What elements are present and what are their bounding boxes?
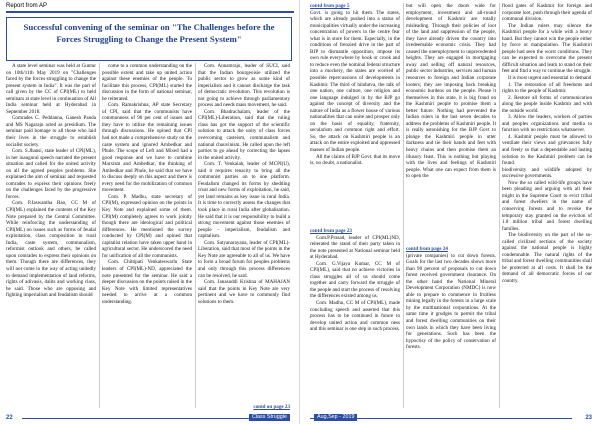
continued-label: contd on page 23 bbox=[253, 404, 290, 410]
paragraph: Com. T. Venkaiah, leader of MCPI(U), said it requires tenacity to bring all the communist parties on to one platform. Feudalism changed its forms by shedding crust and new forms of exploitation, he said, yet land remains as key issue in rural India. It is time to correctly assess the changes that took place in rural India after globalisation. He said that it is our responsibility to build a strong movement against those enemies of people - imperialism, feudalism and capitalism. bbox=[198, 161, 290, 240]
column-divider bbox=[403, 3, 404, 408]
page-number: 22 bbox=[6, 415, 13, 421]
paragraph: biodiversity and wildlife adopted by successive governments. bbox=[502, 166, 592, 180]
right-column-1b bbox=[310, 228, 400, 410]
right-column-2b bbox=[406, 246, 496, 410]
left-column-2 bbox=[102, 63, 192, 408]
continued-link[interactable] bbox=[198, 404, 290, 412]
paragraph: Com.P.Prasad, leader of CPI(ML)ND, reiterated the stand of their party taken in the note presented at National seminar held at Hyderabad. bbox=[310, 234, 400, 261]
list-item: 4. Kashmir people must be allowed to ventilate their views and grievances fully and freely so that a dependable and lasting solution to the Kashmiri problem can be found. bbox=[502, 133, 592, 167]
paragraph: Now the so called wild-life groups have been pleading and arguing with all their might in the Supreme Court to evict tribal and forest dwellers in the name of conserving forests and to revoke the temporary stay granted on the eviction of 1.8 million tribal and forest dwelling families. bbox=[502, 179, 592, 232]
paragraph: Com. G.Vijaya Kumar, CC M of CPI(ML), said that no achieve victories in class struggles all of us should come together and carry forward the struggle of the people and start the process of resolving the differences existed among us. bbox=[310, 260, 400, 300]
paragraph: Com. S.Jhansi, state leader of CPI(ML), in her inaugural speech narrated the present situation and called for the united activity on all the agreed peoples problems. She explained the aim of seminar and requested comrades to express their opinions freely on the challenges faced by the progressive forces. bbox=[6, 148, 96, 200]
continued-from-label[interactable]: contd from page 24 bbox=[406, 246, 448, 252]
paragraph: come to a common understanding on the possible extent and take up united action against these enemies of the people. To facilitate this process, CPI(ML) started the discussion in the form of national seminar, he reiterated. bbox=[102, 63, 192, 102]
list-item: 2. Restore all forms of communication along the people inside Kashmir and with the outside world. bbox=[502, 94, 592, 114]
paragraph: The biodiversity on the part of the so-called civilized sections of the society against the national people is highly condemnable. The natural rights of the tribal and forest dwelling communities shall be protected at all costs. It shall be the demand of all democratic forces of our country. bbox=[502, 232, 592, 284]
list-item: 1. The restoration of all freedoms and rights to the people of Kashmir. bbox=[502, 81, 592, 95]
right-page bbox=[300, 0, 600, 424]
article-title: Successful convening of the seminar on "The Challenges before the Forces Struggling to Change the Present System" bbox=[23, 22, 275, 44]
right-column-1 bbox=[310, 3, 400, 228]
continued-from-label[interactable]: contd from page 23 bbox=[310, 228, 352, 234]
paragraph: (private companies) to cut down forests. Goals for the last two decades shows more than 90 percent of proposals to cut down forest received government clearance. On the other hand the National Mineral Development Corporation (NMDC) is now able to prepare to commence in fruitless mining legally in the forests in a large scale by the multinational corporations. At the same time it grudges to permit the tribal and forest dwelling communities on their own lands in which they have been living for generations. Such has been the hypocrisy of the policy of conservation of forests. bbox=[406, 252, 496, 351]
left-column-1 bbox=[6, 63, 96, 408]
paragraph: A state level seminar was held at Guntur on 10th/11th May 2019 on "Challenges faced by the forces struggling to change the present system in India". It was the part of call given by the CC of CPI(ML) to held seminars at state level in continuation of All India seminar held at Hyderabad in September 2018. bbox=[6, 63, 96, 115]
right-column-3 bbox=[502, 3, 592, 411]
paragraph: Com. Ramakrishna, AP state Secretary of CPI, said that the communists have commonness of 90 per cent of issues and they have to utilize the remaining issues through discussions. He opined that CPI had not made a comprehensive study on the caste system and ignored Ambedkar and Phule. The scope of Left and Mixed had a good response and we have to combine Marxism and Ambedkar, the thinking of Ambedkar and Phule, he said that we have to discuss deeply on this aspect and there is every need for the mobilization of common movement. bbox=[102, 102, 192, 194]
column-divider bbox=[99, 63, 100, 408]
paragraph: Govt. is going to hit them. The states, which are already pushed into a status of municipalities virtually under the increasing concentration of powers in the centre fear what is in store for them. Especially, in the conditions of frenzied drive in the part of BJP to dismantle opposition, impose its own rule everywhere by hook or crook and to reduce even the nominal federal structure into a mockery, the states are worried of possible repercussions of developments in Kashmir. The third of hindutva, the talk of one nation, one culture, one religion and one language indulged in by the BJP go against the concept of diversity and the nature of India as a flower house of various nationalities that can unite and prosper only on the basis of equality, fraternity, secularism and common right and effort. So, the attack on Kashmiri people is an attack on the entire exploited and oppressed masses of Indian people. bbox=[310, 9, 400, 154]
column-divider bbox=[195, 63, 196, 408]
header-rule bbox=[6, 11, 294, 13]
paragraph: Comrades C. Peddanna, Ganesh Panda and MS Nagaraju acted as presidium. The seminar paid homage to all those who laid their lives in the struggle to establish socialist society. bbox=[6, 115, 96, 148]
left-column-3 bbox=[198, 63, 290, 403]
paragraph: Com. Chittipati Venkateswarlu State leaders of CPI(ML)-ND, appreciated the note presented for the seminar. He said a deeper discussion on the points raised in the Key Note with limited representatives needed to arrive at a common understanding. bbox=[102, 259, 192, 305]
paragraph: It is most urgent and essential to demand bbox=[508, 75, 592, 82]
column-divider bbox=[499, 3, 500, 408]
page-number: 23 bbox=[585, 415, 592, 421]
paragraph: Com. P. Madhu, state secretary of CPI(M), expressed opinion on the points in Key Note and explained some of them. CPI(M) completely agrees to work jointly though there are ideological and political differences. He mentioned the survey conducted by CPI(M) and opined that capitalist relation have taken upper hand in agricultural sector. He underscored the need for unification of all the communists. bbox=[102, 193, 192, 259]
paragraph: The Indian rulers may silence the Kashmiri people for a while with a heavy hand. But they cannot win the people either by force or manipulation. The Kashmiri people had seen the worst conditions. They can be expected to overcome the present difficult situation and learn to stand on their feet and find a way to continue the struggle. bbox=[502, 22, 592, 75]
paragraph: Com. P.Jaswantha Rao, CC M of CPI(ML) explained the contents of the Key Note prepared by the Central Committee. While reinforcing the understanding of CPI(ML) on issues such as forms of feudal exploitation, class composition in rural India, caste system, communalism, reformist outlook and others, he called upon comrades to express their opinions on them. Though there are differences, they will not come in the way of acting unitedly to demand implementation of land reforms, rights of adivasis, dalits and working class, he said. Those who are opposing and fighting imperialism and feudalism should bbox=[6, 200, 96, 299]
list-item: 3. Allow the leaders, workers of parties and peoples organizations and media to function with no restrictions whatsoever. bbox=[502, 114, 592, 134]
issue-date: Aug,Sep - 2019 bbox=[314, 414, 357, 421]
paragraph: Com. Janasuddi Krishna of MAHAJAN said that the points in Key Note are very pertinent and we have to commonly find solutions to them. bbox=[198, 279, 290, 305]
paragraph: Com. Bhadrachalam, leader of the CPI(ML)-Liberation, said that the ruling class has got the support of the scientific solution to attack the unity of class forces overcoming casteism, communalism and national chauvinism. He called upon the left parties to go ahead by correcting the lapses in the united activity. bbox=[198, 108, 290, 161]
report-label: Report from AP bbox=[6, 3, 48, 9]
paragraph: All the claims of BJP Govt. that its move is, no doubt, a nationalist. bbox=[310, 153, 400, 167]
article-title-box bbox=[6, 17, 292, 61]
continued-from-label[interactable]: contd from page 5 bbox=[310, 3, 350, 9]
paragraph: Com. Annamraju, leader of SUCI, said that the Indian bourgeoisie utilized the public sector to grow as some kind of imperialists and it cannot discharge the task of democratic revolution. This revolution is not going to achieve through parliamentary process and needs mass movement, he said. bbox=[198, 63, 290, 109]
paragraph: but will open the doors wide for employment, investment and all-round development of Kashmir are totally misleading. Through their policies of loot of the land and suppression of the people, they have already driven the country into irredeemable economic crisis. They had caused the unemployment to unprecedented heights. They are engaged in mortgaging away and selling off natural resources, public sector industries, services and human resources to foreign and Indian corporate looters; they are imposing back breaking economic burdens on the people. Please it themselves in this state, it is big fraud on the Kashmiri people to promise them a better future. Nothing had prevented the Indian rulers in the last seven decades to address the problems of Kashmiri people. It is really astonishing for the BJP Govt to plunge the Kashmiri people in utter darkness and tie their hands and feet with heavy chains and then promise them an illusory feast. This is nothing but playing with the lives and feelings of Kashmiri people. What one can expect from them is to open the bbox=[406, 3, 496, 180]
paragraph: Com. Satyanarayana, leader of CPI(ML)-Liberation, said that most of the points in the Key Note are agreeable to all of us. We have to form a broad forum for peoples problems and only through this process differences can be resolved, he said. bbox=[198, 239, 290, 279]
right-column-2 bbox=[406, 3, 496, 243]
magazine-name: Class Struggle bbox=[249, 414, 290, 421]
paragraph: Com. Madhu, CC M of CPI(ML), made concluding speech and asserted that this process has to be continued in future to develop united action and common ness and this seminar is one step in such process. bbox=[310, 300, 400, 333]
paragraph: flood gates of Kashmir for foreign and corporate loot, push through their agenda of communal division. bbox=[502, 3, 592, 23]
